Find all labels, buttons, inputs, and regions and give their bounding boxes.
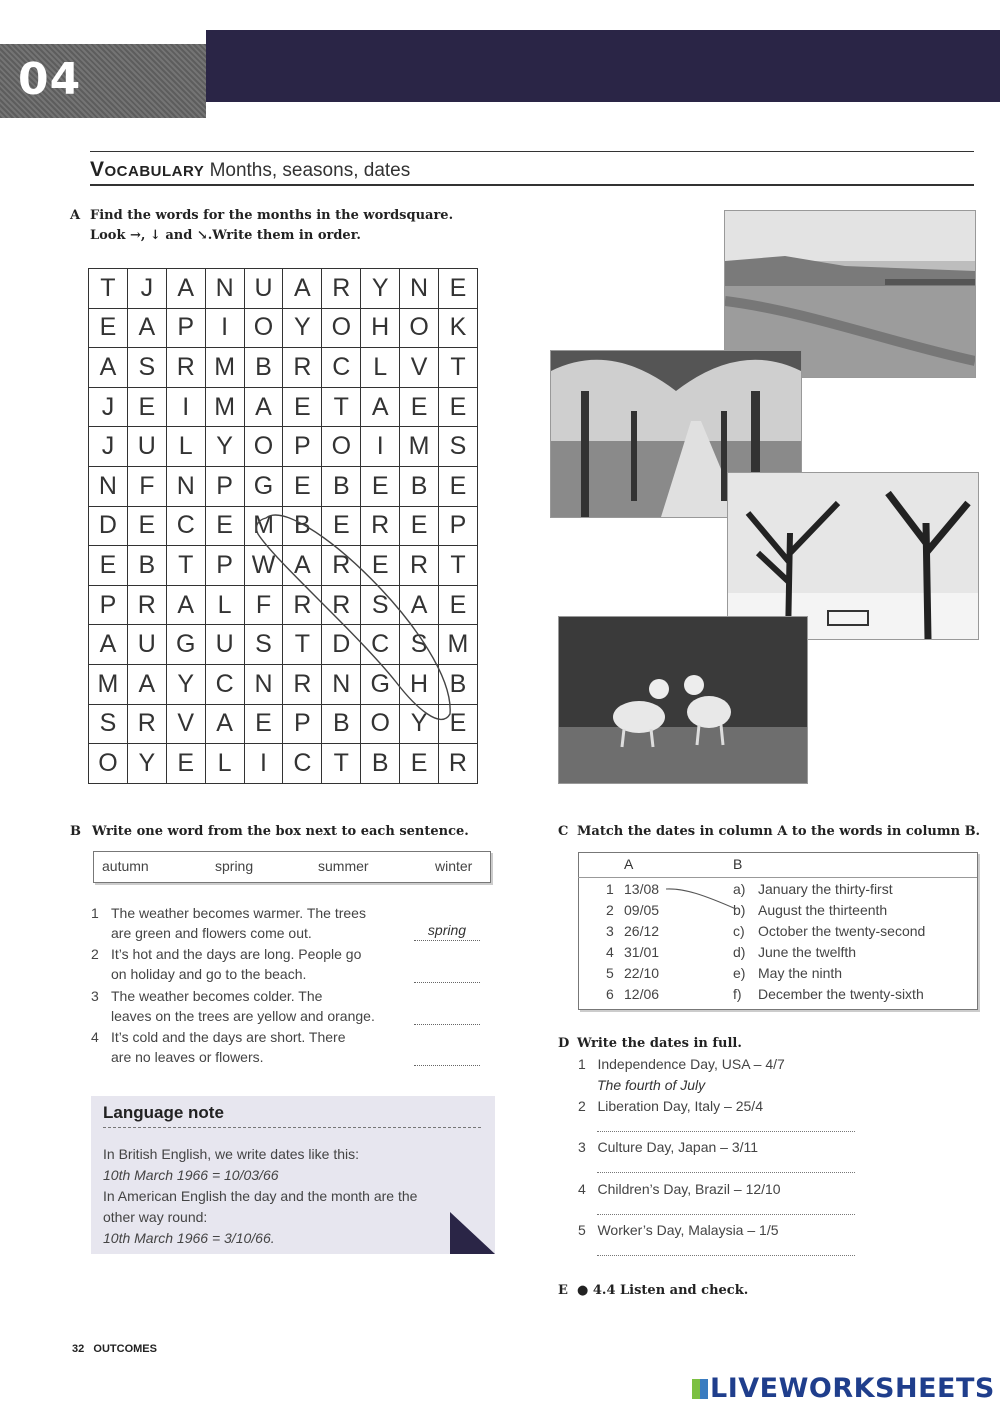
wordsquare-cell[interactable]: Y xyxy=(400,704,439,744)
exercise-c-letter: C xyxy=(558,824,569,839)
wordsquare-row xyxy=(89,348,478,388)
box-word: spring xyxy=(215,858,254,874)
wordsquare-cell[interactable]: E xyxy=(439,269,478,309)
wordsquare-cell[interactable]: F xyxy=(127,466,166,506)
exercise-b-instruction: Write one word from the box next to each sentence. xyxy=(92,824,469,839)
wordsquare-cell[interactable]: E xyxy=(400,506,439,546)
item-number: 5 xyxy=(578,1222,586,1238)
item-text: Culture Day, Japan – 3/11 xyxy=(597,1139,759,1155)
wordsquare-cell[interactable]: G xyxy=(361,664,400,704)
match-row-date: 22/10 xyxy=(624,965,660,981)
wordsquare-cell[interactable]: T xyxy=(439,348,478,388)
wordsquare-cell[interactable]: R xyxy=(400,546,439,586)
item-line: leaves on the trees are yellow and orange. xyxy=(111,1008,375,1024)
wordsquare-cell[interactable]: E xyxy=(361,546,400,586)
wordsquare-cell[interactable]: F xyxy=(244,585,283,625)
wordsquare-cell[interactable]: P xyxy=(283,704,322,744)
wordsquare-cell[interactable]: M xyxy=(439,625,478,665)
wordsquare-cell[interactable]: C xyxy=(322,348,361,388)
wordsquare-cell[interactable]: S xyxy=(127,348,166,388)
book-title: OUTCOMES xyxy=(93,1343,157,1355)
match-row-letter[interactable]: a) xyxy=(733,881,746,897)
item-number: 1 xyxy=(91,905,99,921)
answer-field-4[interactable] xyxy=(414,1047,480,1066)
liveworksheets-icon xyxy=(692,1379,708,1399)
wordsquare-cell[interactable]: S xyxy=(439,427,478,467)
note-line: other way round: xyxy=(103,1209,208,1225)
wordsquare-cell[interactable]: J xyxy=(89,427,128,467)
match-row-words: January the thirty-first xyxy=(758,881,893,897)
wordsquare-cell[interactable]: O xyxy=(322,308,361,348)
wordsquare-cell[interactable]: E xyxy=(244,704,283,744)
wordsquare-cell[interactable]: A xyxy=(166,585,205,625)
language-note-divider xyxy=(103,1127,481,1128)
item-line: The weather becomes colder. The xyxy=(111,988,323,1004)
match-row-date: 13/08 xyxy=(624,881,660,897)
wordsquare-cell[interactable]: O xyxy=(244,308,283,348)
wordsquare-cell[interactable]: B xyxy=(400,466,439,506)
wordsquare-cell[interactable]: R xyxy=(283,348,322,388)
wordsquare-cell[interactable]: B xyxy=(322,466,361,506)
wordsquare-cell[interactable]: T xyxy=(322,387,361,427)
wordsquare-cell[interactable]: N xyxy=(166,466,205,506)
wordsquare-cell[interactable]: P xyxy=(205,546,244,586)
wordsquare-cell[interactable]: P xyxy=(439,506,478,546)
exercise-d-item-3 xyxy=(578,1137,758,1157)
match-header-rule xyxy=(578,877,977,878)
exercise-c-instruction: Match the dates in column A to the words in column B. xyxy=(577,824,981,839)
exercise-d-letter: D xyxy=(558,1036,570,1051)
exercise-a-instruction-2: Look →, ↓ and ↘.Write them in order. xyxy=(90,228,361,243)
exercise-b-letter: B xyxy=(70,824,81,839)
exercise-d-item-1 xyxy=(578,1054,785,1074)
wordsquare-cell[interactable]: W xyxy=(244,546,283,586)
wordsquare-cell[interactable]: D xyxy=(89,506,128,546)
answer-field-2[interactable] xyxy=(414,964,480,983)
note-line: 10th March 1966 = 10/03/66 xyxy=(103,1167,279,1183)
wordsquare-cell[interactable]: M xyxy=(400,427,439,467)
wordsquare-cell[interactable]: N xyxy=(322,664,361,704)
match-row-number: 3 xyxy=(606,923,614,939)
answer-field-1[interactable]: spring xyxy=(414,922,480,941)
wordsquare-cell[interactable]: R xyxy=(361,506,400,546)
wordsquare-cell[interactable]: N xyxy=(205,269,244,309)
wordsquare-cell[interactable]: E xyxy=(439,704,478,744)
item-number: 3 xyxy=(91,988,99,1004)
wordsquare-cell[interactable]: O xyxy=(400,308,439,348)
wordsquare-cell[interactable]: R xyxy=(283,664,322,704)
wordsquare-cell[interactable]: I xyxy=(361,427,400,467)
wordsquare-cell[interactable]: A xyxy=(127,308,166,348)
section-title xyxy=(90,158,410,182)
wordsquare-cell[interactable]: C xyxy=(205,664,244,704)
wordsquare-cell[interactable]: R xyxy=(322,585,361,625)
match-row-letter[interactable]: c) xyxy=(733,923,745,939)
wordsquare-cell[interactable]: N xyxy=(89,466,128,506)
wordsquare-cell[interactable]: B xyxy=(244,348,283,388)
match-row-letter[interactable]: e) xyxy=(733,965,746,981)
answer-d-3[interactable] xyxy=(597,1171,855,1173)
wordsquare-cell[interactable]: A xyxy=(283,269,322,309)
wordsquare-cell[interactable]: E xyxy=(205,506,244,546)
spring-lambs-photo xyxy=(558,616,808,784)
wordsquare-cell[interactable]: A xyxy=(89,348,128,388)
liveworksheets-logo[interactable] xyxy=(692,1373,995,1404)
wordsquare-cell[interactable]: R xyxy=(439,744,478,784)
wordsquare-cell[interactable]: I xyxy=(166,387,205,427)
wordsquare-cell[interactable]: R xyxy=(322,546,361,586)
wordsquare-cell[interactable]: A xyxy=(361,387,400,427)
wordsquare-cell[interactable]: E xyxy=(127,506,166,546)
wordsquare-cell[interactable]: Y xyxy=(205,427,244,467)
wordsquare-cell[interactable]: G xyxy=(244,466,283,506)
wordsquare-cell[interactable]: P xyxy=(205,466,244,506)
column-b-header: B xyxy=(733,856,743,872)
wordsquare-cell[interactable]: Y xyxy=(166,664,205,704)
wordsquare-cell[interactable]: V xyxy=(166,704,205,744)
item-line: on holiday and go to the beach. xyxy=(111,966,307,982)
exercise-b-item-4 xyxy=(91,1027,346,1067)
wordsquare-cell[interactable]: L xyxy=(205,744,244,784)
wordsquare-cell[interactable]: E xyxy=(439,387,478,427)
note-line: In British English, we write dates like this: xyxy=(103,1146,359,1162)
match-row-date: 31/01 xyxy=(624,944,660,960)
wordsquare-cell[interactable]: U xyxy=(244,269,283,309)
exercise-d-item-5 xyxy=(578,1220,779,1240)
wordsquare-cell[interactable]: B xyxy=(322,704,361,744)
box-word: summer xyxy=(318,858,369,874)
wordsquare-cell[interactable]: U xyxy=(205,625,244,665)
wordsquare-cell[interactable]: A xyxy=(89,625,128,665)
language-note-title: Language note xyxy=(103,1103,224,1122)
wordsquare-row xyxy=(89,269,478,309)
language-note-fold xyxy=(450,1212,495,1254)
wordsquare-cell[interactable]: T xyxy=(89,269,128,309)
match-row-number: 1 xyxy=(606,881,614,897)
winter-trees-photo xyxy=(727,472,979,640)
wordsquare-cell[interactable]: T xyxy=(439,546,478,586)
wordsquare-cell[interactable]: L xyxy=(361,348,400,388)
match-row-words: May the ninth xyxy=(758,965,843,981)
wordsquare-cell[interactable]: K xyxy=(439,308,478,348)
wordsquare-cell[interactable]: T xyxy=(166,546,205,586)
exercise-a-letter: A xyxy=(70,208,81,223)
item-line: are green and flowers come out. xyxy=(111,925,312,941)
word-box xyxy=(93,851,491,883)
wordsquare-cell[interactable]: A xyxy=(127,664,166,704)
wordsquare-cell[interactable]: T xyxy=(283,625,322,665)
match-row-words: October the twenty-second xyxy=(758,923,926,939)
match-row-date: 12/06 xyxy=(624,986,660,1002)
item-line: The weather becomes warmer. The trees xyxy=(111,905,366,921)
wordsquare-cell[interactable]: M xyxy=(244,506,283,546)
wordsquare-cell[interactable]: R xyxy=(322,269,361,309)
wordsquare-cell[interactable]: A xyxy=(400,585,439,625)
wordsquare-cell[interactable]: E xyxy=(439,466,478,506)
wordsquare-cell[interactable]: A xyxy=(205,704,244,744)
exercise-d-item-2 xyxy=(578,1096,763,1116)
item-line: It’s cold and the days are short. There xyxy=(111,1029,346,1045)
exercise-d-instruction: Write the dates in full. xyxy=(577,1036,742,1051)
top-rule xyxy=(90,151,974,152)
match-row-words: August the thirteenth xyxy=(758,902,888,918)
wordsquare-cell[interactable]: E xyxy=(166,744,205,784)
wordsquare-cell[interactable]: B xyxy=(361,744,400,784)
wordsquare-cell[interactable]: P xyxy=(89,585,128,625)
wordsquare-cell[interactable]: E xyxy=(89,546,128,586)
answer-d-5[interactable] xyxy=(597,1254,855,1256)
wordsquare-cell[interactable]: H xyxy=(400,664,439,704)
exercise-b-item-1 xyxy=(91,903,366,943)
exercise-e-line xyxy=(577,1283,748,1298)
wordsquare-cell[interactable]: I xyxy=(244,744,283,784)
wordsquare-cell[interactable]: N xyxy=(400,269,439,309)
match-row-letter[interactable]: d) xyxy=(733,944,746,960)
wordsquare-row xyxy=(89,427,478,467)
match-row-date: 09/05 xyxy=(624,902,660,918)
exercise-a-instruction-1: Find the words for the months in the wordsquare. xyxy=(90,208,454,223)
wordsquare-cell[interactable]: O xyxy=(322,427,361,467)
brand-text: LIVEWORKSHEETS xyxy=(710,1373,995,1404)
match-row-letter[interactable]: f) xyxy=(733,986,742,1002)
wordsquare-cell[interactable]: A xyxy=(166,269,205,309)
item-number: 4 xyxy=(578,1181,586,1197)
wordsquare-cell[interactable]: G xyxy=(166,625,205,665)
wordsquare-cell[interactable]: A xyxy=(244,387,283,427)
wordsquare-cell[interactable]: S xyxy=(361,585,400,625)
wordsquare-cell[interactable]: S xyxy=(400,625,439,665)
wordsquare-cell[interactable]: O xyxy=(89,744,128,784)
item-text: Liberation Day, Italy – 25/4 xyxy=(597,1098,763,1114)
wordsquare-cell[interactable]: E xyxy=(400,744,439,784)
wordsquare-cell[interactable]: P xyxy=(283,427,322,467)
wordsquare-cell[interactable]: P xyxy=(166,308,205,348)
wordsquare-cell[interactable]: T xyxy=(322,744,361,784)
wordsquare-cell[interactable]: L xyxy=(166,427,205,467)
wordsquare-cell[interactable]: D xyxy=(322,625,361,665)
exercise-e-instruction: Listen and check. xyxy=(620,1283,749,1298)
unit-number: 04 xyxy=(18,54,82,105)
wordsquare-cell[interactable]: C xyxy=(361,625,400,665)
note-line: 10th March 1966 = 3/10/66. xyxy=(103,1230,275,1246)
exercise-d-item-4 xyxy=(578,1179,781,1199)
wordsquare-cell[interactable]: Y xyxy=(127,744,166,784)
column-a-header: A xyxy=(624,856,634,872)
wordsquare-cell[interactable]: B xyxy=(127,546,166,586)
answer-d-1[interactable]: The fourth of July xyxy=(597,1077,706,1093)
wordsquare-row xyxy=(89,308,478,348)
wordsquare-cell[interactable]: U xyxy=(127,625,166,665)
wordsquare-cell[interactable]: C xyxy=(283,744,322,784)
audio-track: 4.4 xyxy=(592,1283,616,1298)
wordsquare-cell[interactable]: E xyxy=(439,585,478,625)
wordsquare-row xyxy=(89,387,478,427)
wordsquare-cell[interactable]: R xyxy=(127,704,166,744)
exercise-b-item-2 xyxy=(91,944,362,984)
wordsquare-row xyxy=(89,744,478,784)
wordsquare-cell[interactable]: I xyxy=(205,308,244,348)
wordsquare-cell[interactable]: N xyxy=(244,664,283,704)
wordsquare-cell[interactable]: H xyxy=(361,308,400,348)
item-number: 4 xyxy=(91,1029,99,1045)
title-rule xyxy=(90,184,974,186)
match-line-1-b xyxy=(664,885,744,915)
wordsquare-cell[interactable]: O xyxy=(244,427,283,467)
note-line: In American English the day and the month are the xyxy=(103,1188,418,1204)
unit-badge xyxy=(0,44,206,118)
wordsquare-cell[interactable]: S xyxy=(244,625,283,665)
wordsquare-cell[interactable]: Y xyxy=(283,308,322,348)
wordsquare-cell[interactable]: R xyxy=(166,348,205,388)
box-word: winter xyxy=(435,858,473,874)
wordsquare-cell[interactable]: R xyxy=(127,585,166,625)
wordsquare-cell[interactable]: E xyxy=(127,387,166,427)
exercise-b-item-3 xyxy=(91,986,375,1026)
wordsquare-cell[interactable]: M xyxy=(205,387,244,427)
wordsquare-cell[interactable]: E xyxy=(322,506,361,546)
item-line: are no leaves or flowers. xyxy=(111,1049,264,1065)
section-title-word: Vocabulary xyxy=(90,158,205,181)
wordsquare-cell[interactable]: J xyxy=(127,269,166,309)
header-bar xyxy=(206,30,1000,102)
wordsquare-cell[interactable]: V xyxy=(400,348,439,388)
item-line: It’s hot and the days are long. People go xyxy=(111,946,362,962)
wordsquare-cell[interactable]: E xyxy=(400,387,439,427)
match-row-date: 26/12 xyxy=(624,923,660,939)
answer-field-3[interactable] xyxy=(414,1006,480,1025)
wordsquare-cell[interactable]: J xyxy=(89,387,128,427)
match-row-words: June the twelfth xyxy=(758,944,857,960)
wordsquare-cell[interactable]: L xyxy=(205,585,244,625)
item-number: 2 xyxy=(91,946,99,962)
wordsquare-cell[interactable]: O xyxy=(361,704,400,744)
page-number: 32 xyxy=(72,1343,85,1355)
exercise-e-letter: E xyxy=(558,1283,568,1298)
audio-cd-icon[interactable]: ● xyxy=(577,1283,589,1298)
page-footer xyxy=(72,1343,157,1355)
wordsquare-cell[interactable]: E xyxy=(361,466,400,506)
match-row-words: December the twenty-sixth xyxy=(758,986,924,1002)
answer-d-2[interactable] xyxy=(597,1130,855,1132)
wordsquare-circle-mark xyxy=(236,492,476,732)
wordsquare-cell[interactable]: E xyxy=(283,387,322,427)
wordsquare-cell[interactable]: B xyxy=(283,506,322,546)
item-number: 3 xyxy=(578,1139,586,1155)
item-text: Independence Day, USA – 4/7 xyxy=(597,1056,785,1072)
wordsquare-cell[interactable]: B xyxy=(439,664,478,704)
wordsquare-cell[interactable]: R xyxy=(283,585,322,625)
match-row-number: 5 xyxy=(606,965,614,981)
wordsquare-cell[interactable]: M xyxy=(89,664,128,704)
language-note-text xyxy=(103,1144,417,1249)
wordsquare-cell[interactable]: S xyxy=(89,704,128,744)
section-title-sub: Months, seasons, dates xyxy=(209,160,411,181)
wordsquare-cell[interactable]: E xyxy=(89,308,128,348)
answer-d-4[interactable] xyxy=(597,1213,855,1215)
wordsquare-cell[interactable]: M xyxy=(205,348,244,388)
item-number: 2 xyxy=(578,1098,586,1114)
wordsquare-cell[interactable]: E xyxy=(283,466,322,506)
item-number: 1 xyxy=(578,1056,586,1072)
wordsquare-cell[interactable]: C xyxy=(166,506,205,546)
item-text: Worker’s Day, Malaysia – 1/5 xyxy=(597,1222,779,1238)
match-row-letter[interactable]: b) xyxy=(733,902,746,918)
match-row-number: 4 xyxy=(606,944,614,960)
wordsquare-cell[interactable]: U xyxy=(127,427,166,467)
item-text: Children’s Day, Brazil – 12/10 xyxy=(597,1181,781,1197)
match-row-number: 6 xyxy=(606,986,614,1002)
wordsquare-cell[interactable]: Y xyxy=(361,269,400,309)
box-word: autumn xyxy=(102,858,149,874)
match-row-number: 2 xyxy=(606,902,614,918)
wordsquare-cell[interactable]: A xyxy=(283,546,322,586)
